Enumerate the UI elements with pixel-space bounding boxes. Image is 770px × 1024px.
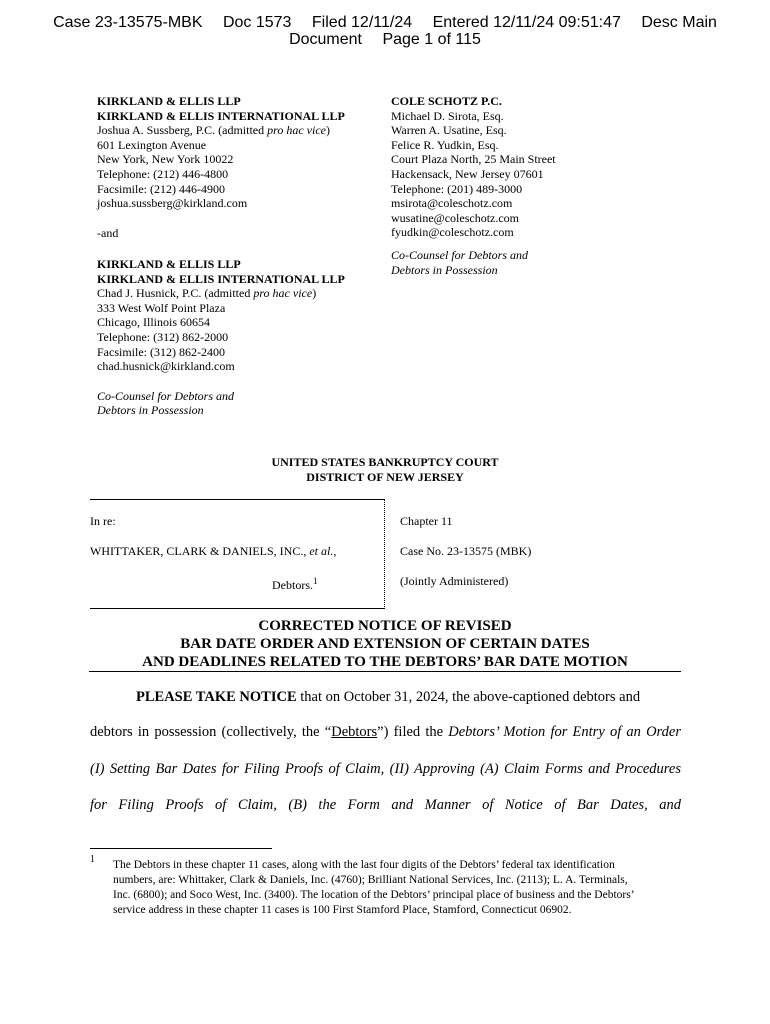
doc-number: Doc 1573	[222, 14, 292, 31]
footnote-line4: service address in these chapter 11 cases is 100 First Stamford Place, Stamford, Connecticut 06902.	[113, 904, 572, 916]
entered-date: Entered 12/11/24 09:51:47	[432, 14, 621, 31]
caption-divider	[384, 499, 385, 609]
title-line1: CORRECTED NOTICE OF REVISED	[258, 618, 512, 634]
firm-name: KIRKLAND & ELLIS LLP	[97, 94, 241, 108]
email2: wusatine@coleschotz.com	[391, 210, 520, 225]
address-line1: 333 West Wolf Point Plaza	[97, 300, 226, 315]
address-line1: 601 Lexington Avenue	[97, 137, 207, 152]
footnote-line1: The Debtors in these chapter 11 cases, along with the last four digits of the Debtors’ federal tax identification	[113, 859, 615, 871]
address-line2: New York, New York 10022	[97, 152, 234, 167]
body-line3: (I) Setting Bar Dates for Filing Proofs of Claim, (II) Approving (A) Claim Forms and Procedures	[90, 761, 681, 777]
docket-header-line2	[0, 31, 770, 48]
document-title	[0, 617, 770, 671]
attorney2: Warren A. Usatine, Esq.	[391, 123, 507, 138]
caption-debtor-name: WHITTAKER, CLARK & DANIELS, INC., et al.,	[90, 544, 337, 558]
telephone: Telephone: (312) 862-2000	[97, 329, 229, 344]
role-line2: Debtors in Possession	[391, 262, 498, 277]
caption-rule-bottom	[90, 608, 384, 609]
role-line1: Co-Counsel for Debtors and	[97, 388, 235, 403]
attorney3: Felice R. Yudkin, Esq.	[391, 137, 499, 152]
email3: fyudkin@coleschotz.com	[391, 225, 514, 240]
email: chad.husnick@kirkland.com	[97, 359, 235, 374]
address-line2: Hackensack, New Jersey 07601	[391, 166, 544, 181]
role-line1: Co-Counsel for Debtors and	[391, 247, 529, 262]
footnote-number: 1	[90, 854, 95, 865]
body-line2: debtors in possession (collectively, the “Debtors”) filed the Debtors’ Motion for Entry of an Order	[90, 724, 681, 740]
docket-header-line1	[0, 14, 770, 31]
title-line3: AND DEADLINES RELATED TO THE DEBTORS’ BAR DATE MOTION	[142, 654, 628, 670]
case-number: Case 23-13575-MBK	[53, 14, 203, 31]
facsimile: Facsimile: (212) 446-4900	[97, 181, 225, 196]
address-line1: Court Plaza North, 25 Main Street	[391, 152, 556, 167]
docket-header	[0, 14, 770, 48]
caption-debtors-label: Debtors.$^1$	[272, 576, 318, 592]
body-line4: for Filing Proofs of Claim, (B) the Form and Manner of Notice of Bar Dates, and	[90, 797, 681, 813]
caption-rule-top	[90, 499, 384, 500]
page-indicator: Page 1 of 115	[382, 31, 481, 48]
attorney-line: Joshua A. Sussberg, P.C. (admitted pro hac vice)	[97, 123, 330, 138]
caption-jointly-administered: (Jointly Administered)	[400, 574, 509, 588]
firm-name-international: KIRKLAND & ELLIS INTERNATIONAL LLP	[97, 271, 345, 286]
role-line2: Debtors in Possession	[97, 403, 204, 418]
telephone: Telephone: (212) 446-4800	[97, 166, 229, 181]
counsel-block-kirkland-chicago	[97, 257, 345, 418]
court-name: UNITED STATES BANKRUPTCY COURT	[271, 455, 499, 469]
email1: msirota@coleschotz.com	[391, 196, 513, 211]
footnote-line2: numbers, are: Whittaker, Clark & Daniels, Inc. (4760); Brilliant National Services, Inc. (2113); L. A. Terminals,	[113, 874, 628, 886]
footnote-text	[113, 858, 681, 918]
document-label: Document	[289, 31, 362, 48]
title-line2: BAR DATE ORDER AND EXTENSION OF CERTAIN DATES	[180, 636, 590, 652]
caption-case-no: Case No. 23-13575 (MBK)	[400, 544, 532, 558]
footnote-rule	[90, 848, 272, 849]
court-district: DISTRICT OF NEW JERSEY	[306, 469, 464, 484]
title-underline	[89, 671, 681, 672]
footnote-line3: Inc. (6800); and Soco West, Inc. (3400). The location of the Debtors’ principal place of business and the Debtors’	[113, 889, 635, 901]
address-line2: Chicago, Illinois 60654	[97, 315, 210, 330]
court-heading	[0, 455, 770, 484]
attorney-line: Chad J. Husnick, P.C. (admitted pro hac vice)	[97, 286, 317, 301]
counsel-block-cole-schotz	[391, 94, 556, 277]
facsimile: Facsimile: (312) 862-2400	[97, 344, 225, 359]
firm-name-international: KIRKLAND & ELLIS INTERNATIONAL LLP	[97, 108, 345, 123]
desc-main: Desc Main	[641, 14, 717, 31]
caption-chapter: Chapter 11	[400, 514, 453, 528]
firm-name: KIRKLAND & ELLIS LLP	[97, 257, 241, 271]
caption-in-re: In re:	[90, 514, 116, 528]
telephone: Telephone: (201) 489-3000	[391, 181, 523, 196]
and-separator: -and	[97, 225, 119, 240]
counsel-block-kirkland-ny	[97, 94, 345, 240]
attorney1: Michael D. Sirota, Esq.	[391, 108, 504, 123]
filed-date: Filed 12/11/24	[311, 14, 413, 31]
firm-name: COLE SCHOTZ P.C.	[391, 94, 502, 108]
email: joshua.sussberg@kirkland.com	[97, 196, 248, 211]
body-line1: PLEASE TAKE NOTICE that on October 31, 2024, the above-captioned debtors and	[136, 689, 641, 705]
footnote-ref: 1	[313, 576, 318, 586]
